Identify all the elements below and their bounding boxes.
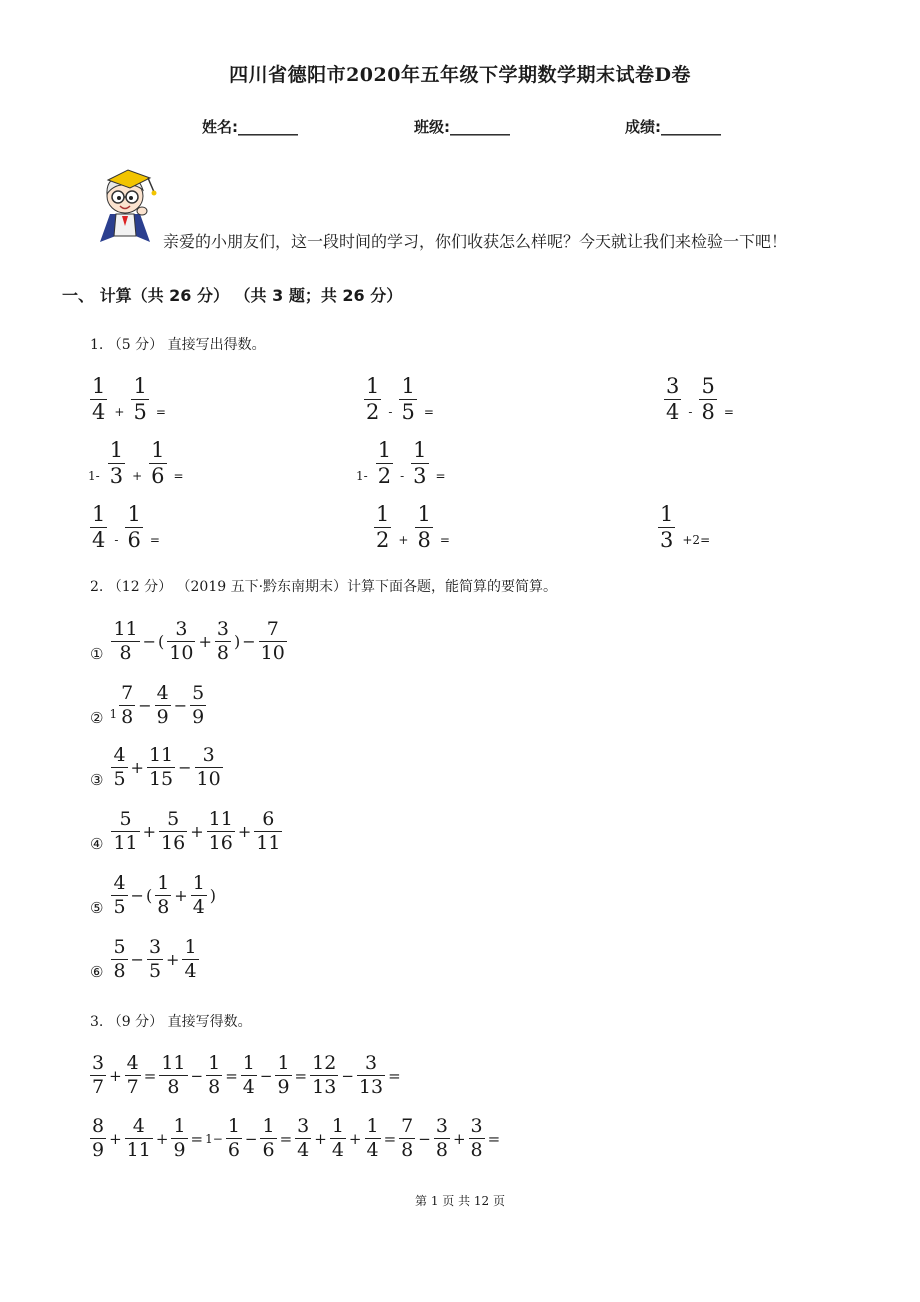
equals: = (149, 533, 160, 547)
fraction: $\frac{5}{8}$ (701, 374, 715, 424)
q1-expression (356, 440, 451, 487)
prefix: 1- (88, 469, 100, 483)
fraction: $\frac{7}{8}$ (121, 682, 134, 728)
q1-expression (362, 376, 439, 423)
operator: + (132, 469, 143, 483)
equals: = (423, 405, 434, 419)
q1-expression (88, 376, 171, 423)
equals: +2= (682, 533, 711, 547)
q2-expression-5: ⑤ $\frac{4}{5}$ − ( $\frac{1}{8}$ + $\frac{1}{4}$ ) (90, 872, 217, 918)
fraction: $\frac{1}{4}$ (92, 502, 106, 552)
score-field-label: 成绩:________ (625, 118, 721, 136)
fraction: $\frac{5}{8}$ (113, 936, 126, 982)
fraction: $\frac{1}{3}$ (109, 438, 124, 488)
class-field-label: 班级:________ (414, 118, 510, 136)
fraction: $\frac{1}{8}$ (208, 1052, 221, 1098)
greeting-text: 亲爱的小朋友们，这一段时间的学习，你们收获怎么样呢？今天就让我们来检验一下吧！ (163, 232, 788, 251)
fraction: $\frac{1}{3}$ (413, 438, 427, 488)
q3-row-1: $\frac{3}{7}$ + $\frac{4}{7}$ = $\frac{11}{8}$ − $\frac{1}{8}$ = $\frac{1}{4}$ − $\frac{1}{9}$ = $\frac{12}{13}$ − $\frac{3}{13}$ = (92, 1052, 401, 1098)
circled-number: ① (90, 645, 104, 663)
fraction: $\frac{5}{11}$ (113, 808, 138, 854)
operator: + (398, 533, 409, 547)
fraction: $\frac{1}{4}$ (92, 374, 106, 424)
q1-expression (662, 376, 739, 423)
fraction: $\frac{8}{9}$ (92, 1115, 105, 1161)
prefix: 1- (356, 469, 368, 483)
operator: - (400, 469, 405, 483)
fraction: $\frac{7}{10}$ (260, 618, 285, 664)
circled-number: ④ (90, 835, 104, 853)
circled-number: ⑤ (90, 899, 104, 917)
fraction: $\frac{1}{5}$ (401, 374, 415, 424)
fraction: $\frac{1}{6}$ (151, 438, 165, 488)
fraction: $\frac{3}{10}$ (169, 618, 194, 664)
operator: + (114, 405, 125, 419)
operator: - (114, 533, 119, 547)
fraction: $\frac{5}{16}$ (161, 808, 186, 854)
fraction: $\frac{1}{4}$ (242, 1052, 255, 1098)
equals: = (439, 533, 450, 547)
fraction: $\frac{3}{7}$ (92, 1052, 105, 1098)
equals: = (155, 405, 166, 419)
fraction: $\frac{4}{11}$ (126, 1115, 151, 1161)
fraction: $\frac{11}{16}$ (208, 808, 233, 854)
fraction: $\frac{1}{6}$ (262, 1115, 275, 1161)
cartoon-scholar-mascot-icon (92, 166, 162, 246)
fraction: $\frac{11}{8}$ (161, 1052, 186, 1098)
fraction: $\frac{4}{5}$ (113, 744, 126, 790)
circled-number: ⑥ (90, 963, 104, 981)
fraction: $\frac{1}{4}$ (366, 1115, 379, 1161)
fraction: $\frac{1}{4}$ (192, 872, 205, 918)
fraction: $\frac{11}{8}$ (113, 618, 138, 664)
fraction: $\frac{3}{4}$ (666, 374, 680, 424)
q2-expression-3: ③ $\frac{4}{5}$ + $\frac{11}{15}$ − $\frac{3}{10}$ (90, 744, 221, 790)
fraction: $\frac{1}{4}$ (184, 936, 197, 982)
question-2-label: 2. （12 分） （2019 五下·黔东南期末）计算下面各题，能简算的要简算。 (90, 579, 558, 595)
fraction: $\frac{7}{8}$ (401, 1115, 414, 1161)
fraction: $\frac{6}{11}$ (256, 808, 281, 854)
fraction: $\frac{1}{2}$ (376, 502, 390, 552)
fraction: $\frac{3}{5}$ (148, 936, 162, 982)
fraction: $\frac{1}{5}$ (133, 374, 147, 424)
q1-expression (88, 440, 189, 487)
q2-expression-4: ④ $\frac{5}{11}$ + $\frac{5}{16}$ + $\frac{11}{16}$ + $\frac{6}{11}$ (90, 808, 281, 854)
fraction: $\frac{3}{8}$ (470, 1115, 483, 1161)
page-title: 四川省德阳市2020年五年级下学期数学期末试卷D卷 (229, 64, 691, 86)
fraction: $\frac{4}{9}$ (156, 682, 169, 728)
equals: = (173, 469, 184, 483)
fraction: $\frac{4}{5}$ (113, 872, 126, 918)
fraction: $\frac{3}{4}$ (297, 1115, 310, 1161)
question-3-label: 3. （9 分） 直接写得数。 (90, 1014, 252, 1030)
section-heading: 一、 计算（共 26 分） （共 3 题；共 26 分） (62, 286, 403, 305)
fraction: $\frac{1}{6}$ (227, 1115, 240, 1161)
fraction: $\frac{3}{10}$ (196, 744, 221, 790)
fraction: $\frac{12}{13}$ (312, 1052, 337, 1098)
fraction: $\frac{1}{8}$ (157, 872, 170, 918)
fraction: $\frac{3}{13}$ (358, 1052, 384, 1098)
q1-expression (88, 504, 165, 551)
equals: = (723, 405, 734, 419)
question-1-label: 1. （5 分） 直接写出得数。 (90, 337, 266, 353)
fraction: $\frac{1}{6}$ (127, 502, 141, 552)
fraction: $\frac{1}{2}$ (377, 438, 392, 488)
circled-number: ② (90, 709, 104, 727)
q1-expression (372, 504, 455, 551)
q1-expression (656, 504, 715, 551)
fraction: $\frac{1}{9}$ (173, 1115, 186, 1161)
fraction: $\frac{4}{7}$ (126, 1052, 139, 1098)
fraction: $\frac{1}{3}$ (660, 502, 674, 552)
q2-expression-6: ⑥ $\frac{5}{8}$ − $\frac{3}{5}$ + $\frac{1}{4}$ (90, 936, 197, 982)
fraction: $\frac{3}{8}$ (216, 618, 229, 664)
circled-number: ③ (90, 771, 104, 789)
fraction: $\frac{1}{4}$ (331, 1115, 344, 1161)
fraction: $\frac{1}{2}$ (366, 374, 380, 424)
fraction: $\frac{3}{8}$ (435, 1115, 448, 1161)
fraction: $\frac{5}{9}$ (192, 682, 205, 728)
name-field-label: 姓名:________ (202, 118, 298, 136)
fraction: $\frac{1}{8}$ (417, 502, 431, 552)
operator: - (388, 405, 393, 419)
page-footer: 第 1 页 共 12 页 (415, 1194, 505, 1208)
q2-expression-1: ① $\frac{11}{8}$ − ( $\frac{3}{10}$ + $\frac{3}{8}$ ) − $\frac{7}{10}$ (90, 618, 285, 664)
equals: = (435, 469, 446, 483)
fraction: $\frac{11}{15}$ (148, 744, 174, 790)
q2-expression-2: ② 1 $\frac{7}{8}$ − $\frac{4}{9}$ − $\frac{5}{9}$ (90, 682, 205, 728)
q3-row-2: $\frac{8}{9}$ + $\frac{4}{11}$ + $\frac{1}{9}$ = 1− $\frac{1}{6}$ − $\frac{1}{6}$ = $\frac{3}{4}$ + $\frac{1}{4}$ + $\frac{1}{4}$ = $\frac{7}{8}$ − $\frac{3}{8}$ + $\frac{3}{8}$ = (92, 1115, 501, 1161)
operator: - (688, 405, 693, 419)
fraction: $\frac{1}{9}$ (277, 1052, 290, 1098)
